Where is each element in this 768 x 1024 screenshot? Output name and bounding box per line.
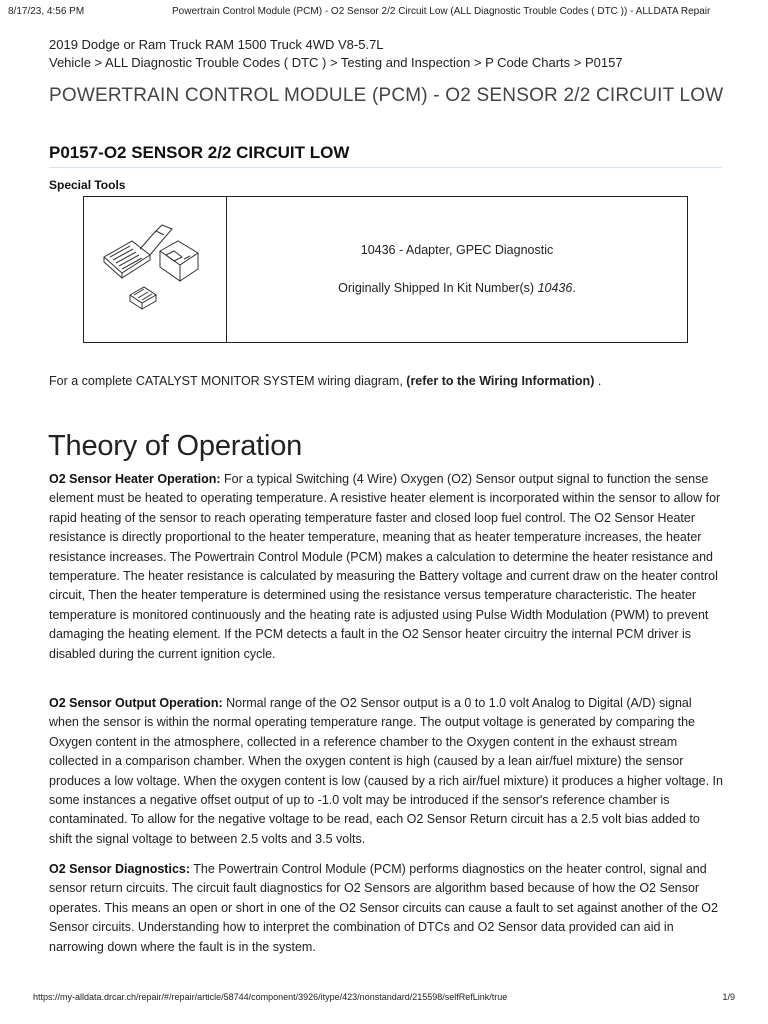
vehicle-label: 2019 Dodge or Ram Truck RAM 1500 Truck 4WD V8-5.7L	[49, 37, 384, 52]
print-document-title: Powertrain Control Module (PCM) - O2 Sensor 2/2 Circuit Low (ALL Diagnostic Trouble Codes ( DTC )) - ALLDATA Repair	[172, 6, 711, 17]
wiring-note	[49, 374, 601, 388]
dtc-heading: P0157-O2 SENSOR 2/2 CIRCUIT LOW	[49, 143, 722, 168]
breadcrumb[interactable]: Vehicle > ALL Diagnostic Trouble Codes ( DTC ) > Testing and Inspection > P Code Charts > P0157	[49, 55, 623, 70]
diagnostics-paragraph	[49, 860, 724, 957]
tool-name: 10436 - Adapter, GPEC Diagnostic	[360, 243, 554, 257]
print-footer-url: https://my-alldata.drcar.ch/repair/#/repair/article/58744/component/3926/itype/423/nonstandard/215598/selfRefLink/true	[33, 992, 508, 1002]
heater-operation-label: O2 Sensor Heater Operation:	[49, 472, 221, 486]
heater-operation-text: For a typical Switching (4 Wire) Oxygen (O2) Sensor output signal to function the sense element must be heated to operating temperature. A resistive heater element is incorporated within the sensor to allow for rapid heating of the sensor to reach operating temperature faster and closed loop fuel control. The O2 Sensor Heater resistance is directly proportional to the heater temperature, meaning that as heater temperature increases, the heater resistance increases. The Powertrain Control Module (PCM) makes a calculation to determine the heater resistance and temperature. The heater resistance is calculated by measuring the Battery voltage and current draw on the heater control circuit, Then the heater temperature is determined using the resistance versus temperature characteristic. The heater temperature is monitored continuously and the heating rate is adjusted using Pulse Width Modulation (PWM) to prevent damaging the heating element. If the PCM detects a fault in the O2 Sensor heater circuitry the internal PCM driver is disabled during the current ignition cycle.	[49, 472, 721, 661]
print-datetime: 8/17/23, 4:56 PM	[8, 6, 85, 17]
kit-suffix: .	[572, 281, 576, 295]
kit-number-line	[227, 281, 687, 295]
wiring-information-link[interactable]: (refer to the Wiring Information)	[406, 374, 595, 388]
tool-image-cell	[84, 197, 227, 342]
output-operation-label: O2 Sensor Output Operation:	[49, 696, 223, 710]
diagnostics-text: The Powertrain Control Module (PCM) performs diagnostics on the heater control, signal and sensor return circuits. The circuit fault diagnostics for O2 Sensors are algorithm based because of how the O2 Sensor operates. This means an open or short in one of the O2 Sensor circuits can cause a fault to set against another of the O2 Sensor circuits. Understanding how to interpret the combination of DTCs and O2 Sensor data provided can aid in narrowing down where the fault is in the system.	[49, 862, 718, 954]
kit-prefix: Originally Shipped In Kit Number(s)	[338, 281, 538, 295]
kit-number: 10436	[537, 281, 573, 295]
theory-heading: Theory of Operation	[48, 430, 303, 462]
gpec-diagnostic-adapter-icon	[98, 211, 210, 323]
diagnostics-label: O2 Sensor Diagnostics:	[49, 862, 191, 876]
page-title: POWERTRAIN CONTROL MODULE (PCM) - O2 SENSOR 2/2 CIRCUIT LOW	[49, 85, 724, 106]
tool-info-cell	[227, 197, 687, 342]
print-page-number: 1/9	[722, 992, 735, 1002]
special-tools-table	[83, 196, 688, 343]
heater-operation-paragraph	[49, 470, 724, 664]
output-operation-paragraph	[49, 694, 724, 849]
wiring-note-suffix: .	[594, 374, 602, 388]
output-operation-text: Normal range of the O2 Sensor output is a 0 to 1.0 volt Analog to Digital (A/D) signal when the sensor is within the normal operating temperature range. The output voltage is generated by comparing the Oxygen content in the atmosphere, collected in a reference chamber to the Oxygen content in the exhaust stream collected in a comparison chamber. When the oxygen content is high (caused by a lean air/fuel mixture) the sensor produces a low voltage. When the oxygen content is low (caused by a rich air/fuel mixture) it produces a higher voltage. In some instances a negative offset output of up to -1.0 volt may be introduced if the sensor's reference chamber is contaminated. To allow for the negative voltage to be read, each O2 Sensor Return circuit has a 2.5 volt bias added to shift the signal voltage to between 2.5 volts and 3.5 volts.	[49, 696, 723, 846]
special-tools-label: Special Tools	[49, 178, 126, 192]
wiring-note-text: For a complete CATALYST MONITOR SYSTEM wiring diagram,	[49, 374, 407, 388]
